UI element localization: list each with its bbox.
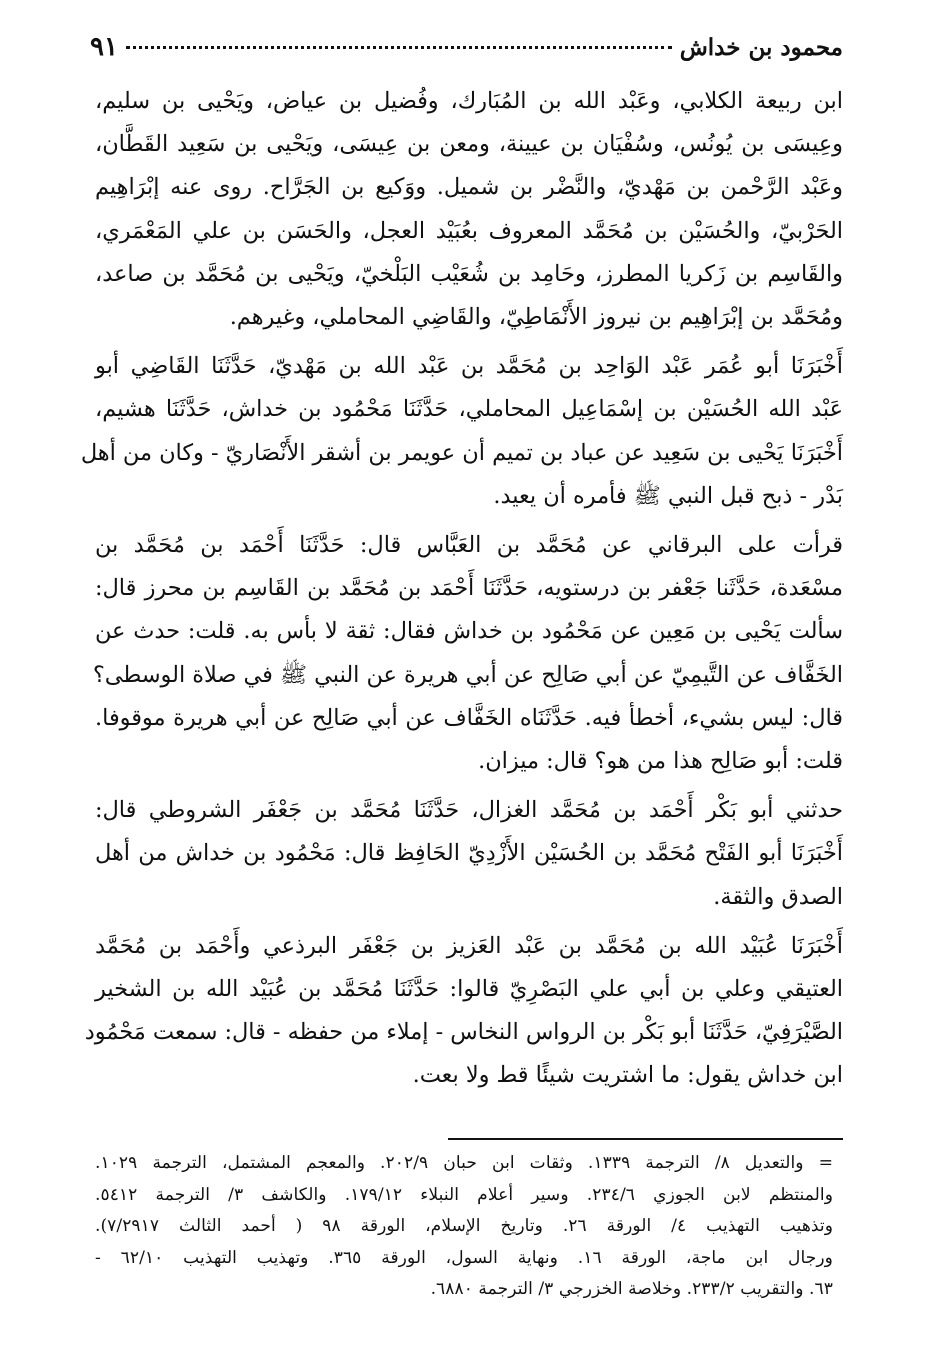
text-line: ابن خداش يقول: ما اشتريت شيئًا قط ولا بعت.: [412, 1062, 843, 1089]
footnote-line: ٦٣. والتقريب ٢٣٣/٢. وخلاصة الخزرجي ٣/ الترجمة ٦٨٨٠.: [430, 1279, 833, 1299]
text-line: ومُحَمَّد بن إبْرَاهِيم بن نيروز الأَنْمَاطِيّ، والقَاضِي المحاملي، وغيرهم.: [229, 304, 843, 331]
text-line: أَخْبَرَنَا عُبَيْد الله بن مُحَمَّد بن عَبْد العَزيز بن جَعْفَر البرذعي وأَحْمَد بن مُحَمَّد: [95, 932, 843, 959]
text-line: وعَبْد الرَّحْمن بن مَهْديّ، والنَّضْر بن شميل. ووَكيع بن الجَرَّاح. روى عنه إبْرَاهِيم: [95, 174, 843, 201]
main-text: [80, 80, 843, 1098]
dotted-leader: [126, 46, 672, 49]
running-title: محمود بن خداش: [679, 34, 843, 61]
paragraph-final-narration: [84, 925, 843, 1098]
text-line: قلت: أبو صَالِح هذا من هو؟ قال: ميزان.: [478, 748, 843, 775]
footnotes: [95, 1148, 833, 1306]
paragraph-hadith-narration: [80, 345, 843, 518]
text-line: الصَّيْرَفِيّ، حَدَّثَنَا أبو بَكْر بن الرواس النخاس - إملاء من حفظه - قال: سمعت مَحْمُود: [84, 1019, 843, 1046]
text-line: أَخْبَرَنَا أبو الفَتْح مُحَمَّد بن الحُسَيْن الأَزْدِيّ الحَافِظ قال: مَحْمُود بن خداش من أهل: [95, 840, 843, 867]
text-line: ابن ربيعة الكلابي، وعَبْد الله بن المُبَارك، وفُضيل بن عياض، ويَحْيى بن سليم،: [95, 88, 843, 114]
text-line: أَخْبَرَنَا يَحْيى بن سَعِيد عن عباد بن تميم أن عويمر بن أشقر الأَنْصَاريّ - وكان من أهل: [80, 439, 843, 466]
text-line: الحَرْبيّ، والحُسَيْن بن مُحَمَّد المعروف بعُبَيْد العجل، والحَسَن بن علي المَعْمَري،: [95, 217, 843, 244]
text-line: سألت يَحْيى بن مَعِين عن مَحْمُود بن خداش فقال: ثقة لا بأس به. قلت: حدث عن: [95, 618, 843, 645]
paragraph-biography: [95, 80, 843, 339]
page-header: [90, 32, 843, 73]
text-line: حدثني أبو بَكْر أَحْمَد بن مُحَمَّد الغزال، حَدَّثَنَا مُحَمَّد بن جَعْفَر الشروطي قال:: [95, 797, 843, 824]
paragraph-azdi-opinion: [95, 789, 843, 919]
text-line: العتيقي وعلي بن أبي علي البَصْرِيّ قالوا: حَدَّثَنَا مُحَمَّد بن عُبَيْد الله بن الشخير: [95, 976, 843, 1003]
footnote-line: والمنتظم لابن الجوزي ٢٣٤/٦. وسير أعلام النبلاء ١٧٩/١٢. والكاشف ٣/ الترجمة ٥٤١٢.: [95, 1184, 833, 1205]
text-line: أَخْبَرَنَا أبو عُمَر عَبْد الوَاحِد بن مُحَمَّد بن عَبْد الله بن مَهْديّ، حَدَّثَنَا القَاضِي أبو: [95, 353, 843, 380]
footnote-line: ورجال ابن ماجة، الورقة ١٦. ونهاية السول، الورقة ٣٦٥. وتهذيب التهذيب ٦٢/١٠ -: [95, 1247, 833, 1268]
text-line: الخَفَّاف عن التَّيمِيّ عن أبي صَالِح عن أبي هريرة عن النبي ﷺ في صلاة الوسطى؟: [92, 661, 843, 688]
paragraph-ibn-main-opinion: [92, 524, 843, 783]
text-line: بَدْر - ذبح قبل النبي ﷺ فأمره أن يعيد.: [493, 482, 843, 509]
page-number: ٩١: [90, 32, 118, 62]
text-line: قرأت على البرقاني عن مُحَمَّد بن العَبَّاس قال: حَدَّثَنَا أَحْمَد بن مُحَمَّد بن: [95, 532, 843, 559]
text-line: قال: ليس بشيء، أخطأ فيه. حَدَّثَنَاه الخَفَّاف عن أبي صَالِح عن أبي هريرة موقوفا.: [95, 704, 843, 731]
footnote-line: = والتعديل ٨/ الترجمة ١٣٣٩. وثقات ابن حبان ٢٠٢/٩. والمعجم المشتمل، الترجمة ١٠٢٩.: [95, 1153, 833, 1173]
footnote-separator: [448, 1138, 843, 1140]
text-line: عَبْد الله الحُسَيْن بن إسْمَاعِيل المحاملي، حَدَّثَنَا مَحْمُود بن خداش، حَدَّثَنَا هشيم،: [95, 396, 843, 423]
text-line: وعِيسَى بن يُونُس، وسُفْيَان بن عيينة، ومعن بن عِيسَى، ويَحْيى بن سَعِيد القَطَّان،: [95, 131, 843, 158]
text-line: الصدق والثقة.: [713, 883, 843, 910]
text-line: والقَاسِم بن زَكريا المطرز، وحَامِد بن شُعَيْب البَلْخيّ، ويَحْيى بن مُحَمَّد بن صاعد،: [95, 260, 843, 287]
text-line: مسْعَدة، حَدَّثَنا جَعْفر بن درستويه، حَدَّثَنَا أَحْمَد بن مُحَمَّد بن القَاسِم بن محرز قال:: [95, 575, 843, 602]
footnote-line: وتذهيب التهذيب ٤/ الورقة ٢٦. وتاريخ الإسلام، الورقة ٩٨ ( أحمد الثالث ٧/٢٩١٧).: [95, 1216, 833, 1236]
